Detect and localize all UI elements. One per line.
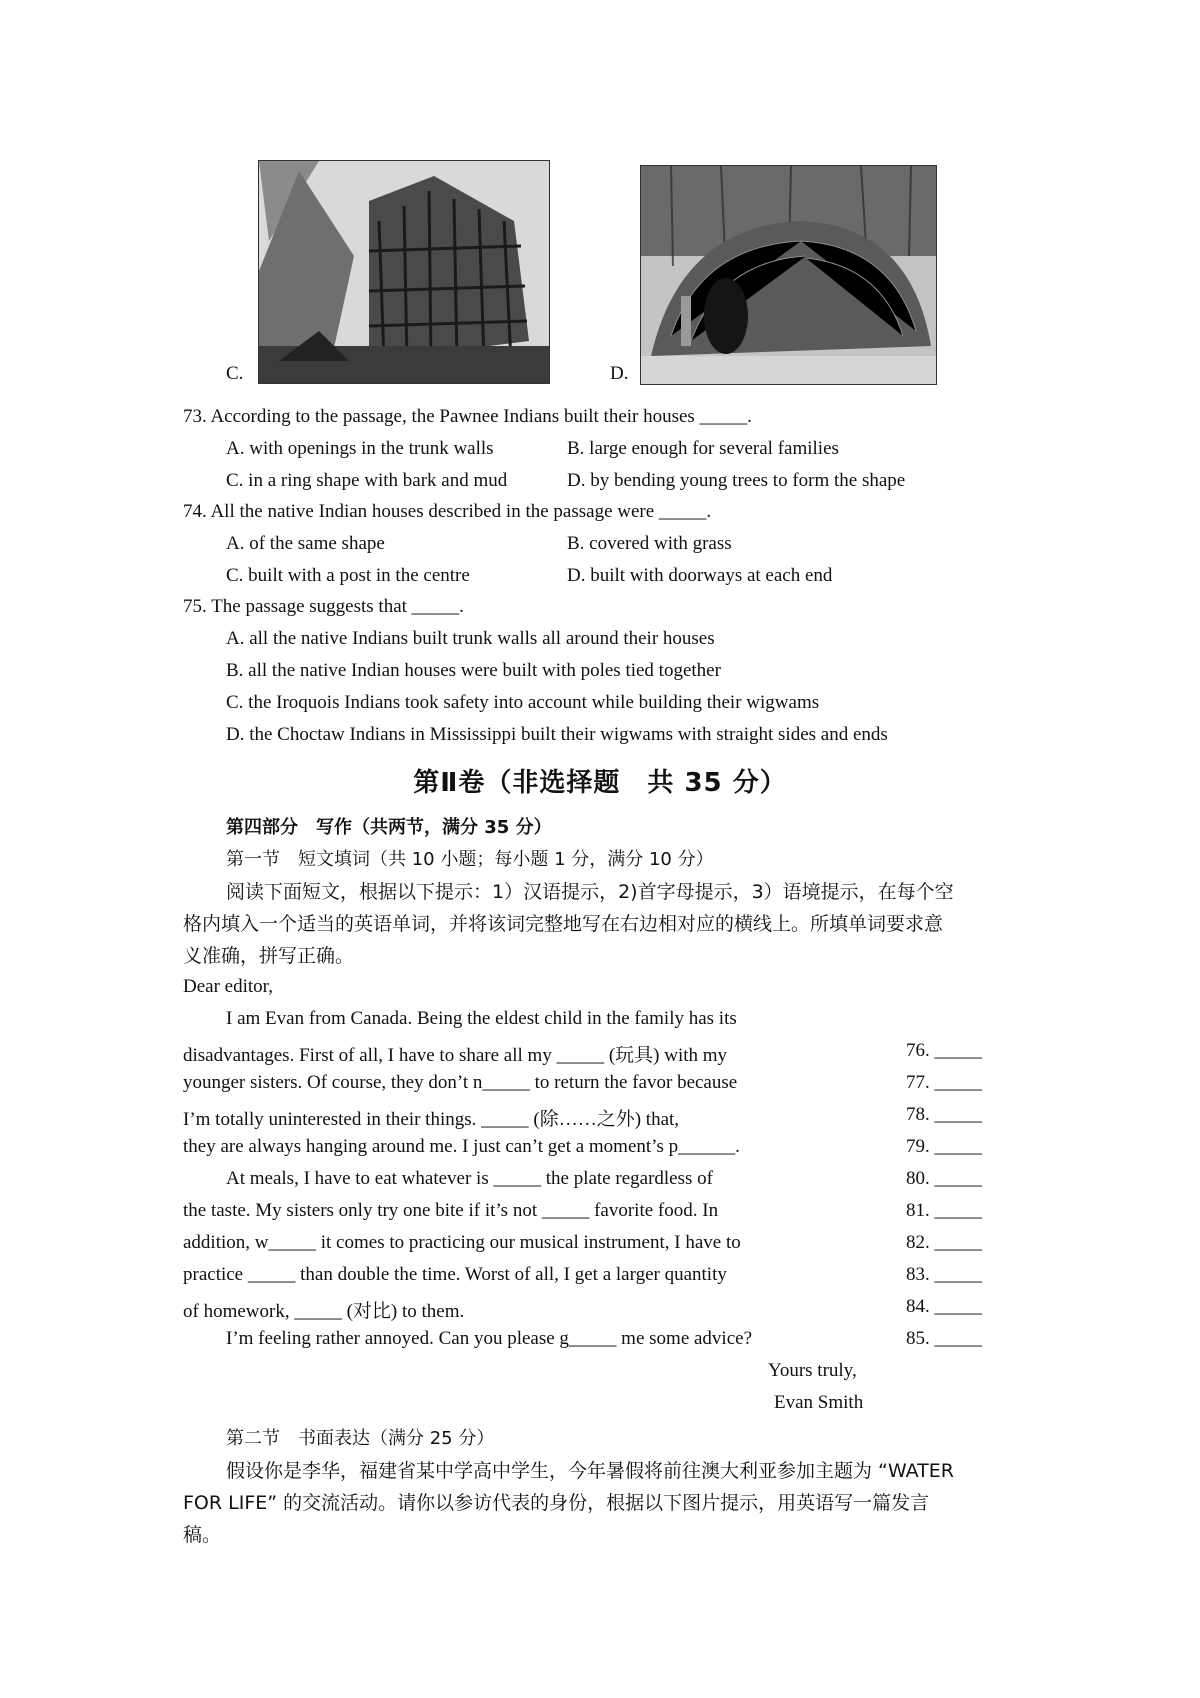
question-73-option-d: D. by bending young trees to form the shape <box>567 470 906 491</box>
question-75-option-c: C. the Iroquois Indians took safety into account while building their wigwams <box>226 692 820 713</box>
answer-blank-82[interactable]: 82. _____ <box>906 1232 982 1253</box>
picture-d-label: D. <box>610 363 629 384</box>
passage-line-1: I am Evan from Canada. Being the eldest child in the family has its <box>226 1008 737 1029</box>
question-73-option-b: B. large enough for several families <box>567 438 839 459</box>
answer-blank-83[interactable]: 83. _____ <box>906 1264 982 1285</box>
task-line-1: 假设你是李华，福建省某中学高中学生，今年暑假将前往澳大利亚参加主题为 “WATER <box>226 1460 954 1482</box>
answer-blank-77[interactable]: 77. _____ <box>906 1072 982 1093</box>
answer-blank-81[interactable]: 81. _____ <box>906 1200 982 1221</box>
answer-blank-84[interactable]: 84. _____ <box>906 1296 982 1317</box>
question-73-stem: 73. According to the passage, the Pawnee Indians built their houses _____. <box>183 406 752 427</box>
question-74-option-c: C. built with a post in the centre <box>226 565 470 586</box>
part-2-title: 第Ⅱ卷（非选择题 共 35 分） <box>413 768 787 798</box>
passage-line-7: the taste. My sisters only try one bite if it’s not _____ favorite food. In <box>183 1200 719 1221</box>
question-75-option-b: B. all the native Indian houses were built with poles tied together <box>226 660 721 681</box>
question-75-option-d: D. the Choctaw Indians in Mississippi built their wigwams with straight sides and ends <box>226 724 888 745</box>
picture-c-label: C. <box>226 363 244 384</box>
letter-closing: Yours truly, <box>768 1360 857 1381</box>
letter-greeting: Dear editor, <box>183 976 273 997</box>
question-74-stem: 74. All the native Indian houses described in the passage were _____. <box>183 501 712 522</box>
section-1-heading: 第一节 短文填词（共 10 小题；每小题 1 分，满分 10 分） <box>226 849 714 870</box>
question-74-option-d: D. built with doorways at each end <box>567 565 833 586</box>
question-73-option-c: C. in a ring shape with bark and mud <box>226 470 508 491</box>
question-75-option-a: A. all the native Indians built trunk walls all around their houses <box>226 628 715 649</box>
answer-blank-85[interactable]: 85. _____ <box>906 1328 982 1349</box>
passage-line-2: disadvantages. First of all, I have to share all my _____ (玩具) with my <box>183 1045 728 1066</box>
passage-line-5: they are always hanging around me. I just can’t get a moment’s p______. <box>183 1136 740 1157</box>
answer-blank-78[interactable]: 78. _____ <box>906 1104 982 1125</box>
passage-line-3: younger sisters. Of course, they don’t n_____ to return the favor because <box>183 1072 738 1093</box>
instructions-line-2: 格内填入一个适当的英语单词，并将该词完整地写在右边相对应的横线上。所填单词要求意 <box>183 913 944 935</box>
instructions-line-1: 阅读下面短文，根据以下提示：1）汉语提示，2)首字母提示，3）语境提示，在每个空 <box>226 881 954 903</box>
task-line-2: FOR LIFE” 的交流活动。请你以参访代表的身份，根据以下图片提示，用英语写一篇发言 <box>183 1492 930 1514</box>
longhouse-illustration <box>259 161 549 383</box>
task-line-3: 稿。 <box>183 1524 222 1546</box>
grass-hut-photo <box>641 166 936 384</box>
answer-blank-80[interactable]: 80. _____ <box>906 1168 982 1189</box>
section-4-heading: 第四部分 写作（共两节，满分 35 分） <box>226 817 552 838</box>
question-74-option-a: A. of the same shape <box>226 533 385 554</box>
instructions-line-3: 义准确，拼写正确。 <box>183 945 355 967</box>
longhouse-image <box>258 160 550 384</box>
question-74-option-b: B. covered with grass <box>567 533 732 554</box>
passage-line-6: At meals, I have to eat whatever is _____ the plate regardless of <box>226 1168 713 1189</box>
passage-line-8: addition, w_____ it comes to practicing our musical instrument, I have to <box>183 1232 741 1253</box>
answer-blank-76[interactable]: 76. _____ <box>906 1040 982 1061</box>
passage-line-9: practice _____ than double the time. Worst of all, I get a larger quantity <box>183 1264 727 1285</box>
letter-signature: Evan Smith <box>774 1392 864 1413</box>
question-73-option-a: A. with openings in the trunk walls <box>226 438 494 459</box>
section-2-heading: 第二节 书面表达（满分 25 分） <box>226 1428 495 1449</box>
passage-line-11: I’m feeling rather annoyed. Can you please g_____ me some advice? <box>226 1328 753 1349</box>
question-75-stem: 75. The passage suggests that _____. <box>183 596 464 617</box>
answer-blank-79[interactable]: 79. _____ <box>906 1136 982 1157</box>
grass-hut-image <box>640 165 937 385</box>
passage-line-10: of homework, _____ (对比) to them. <box>183 1301 465 1322</box>
passage-line-4: I’m totally uninterested in their things. _____ (除……之外) that, <box>183 1109 680 1130</box>
